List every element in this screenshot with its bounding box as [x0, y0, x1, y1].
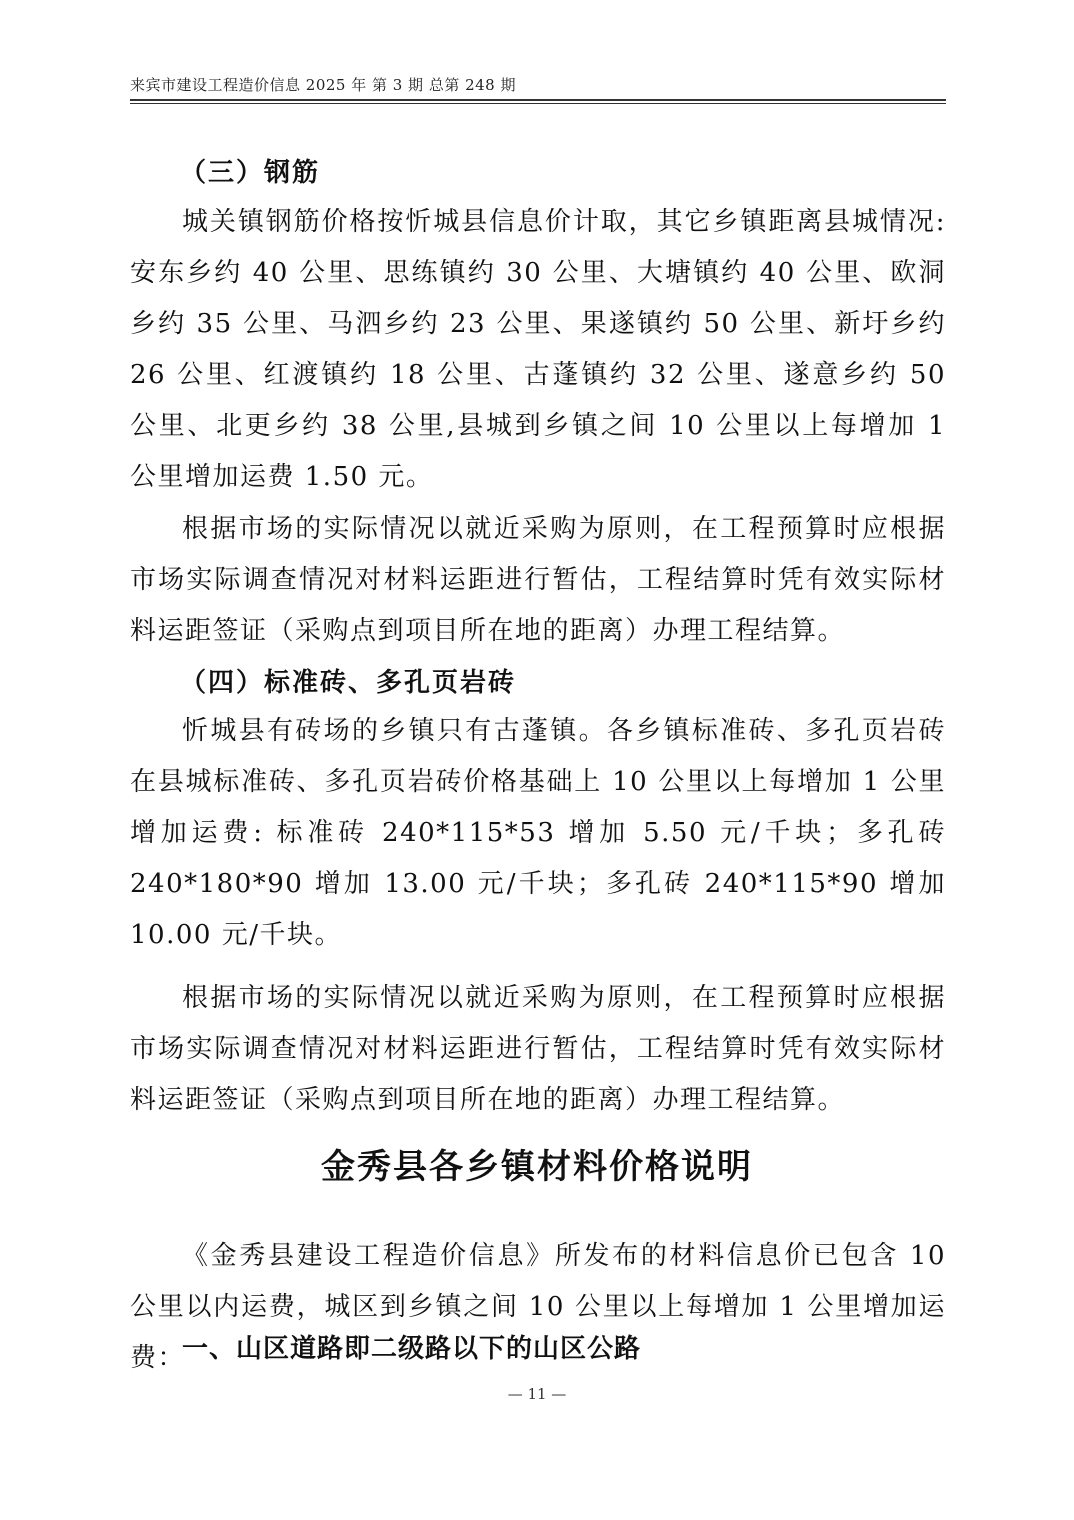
- jinxiu-title: 金秀县各乡镇材料价格说明: [321, 1147, 753, 1187]
- header-rule-thick: [130, 99, 946, 101]
- section-rebar-body: [130, 197, 946, 657]
- section-bricks-body: [130, 706, 946, 1126]
- section-heading-bricks: （四）标准砖、多孔页岩砖: [180, 668, 517, 698]
- page-number: — 11 —: [507, 1385, 567, 1403]
- section-heading-rebar: （三）钢筋: [180, 158, 321, 188]
- rebar-settlement-paragraph: 根据市场的实际情况以就近采购为原则，在工程预算时应根据市场实际调查情况对材料运距进行暂估，工程结算时凭有效实际材料运距签证（采购点到项目所在地的距离）办理工程结算。: [130, 514, 946, 646]
- mountain-road-heading: 一、山区道路即二级路以下的山区公路: [182, 1334, 642, 1364]
- running-header: 来宾市建设工程造价信息 2025 年 第 3 期 总第 248 期: [130, 76, 516, 94]
- bricks-settlement-paragraph: 根据市场的实际情况以就近采购为原则，在工程预算时应根据市场实际调查情况对材料运距进行暂估，工程结算时凭有效实际材料运距签证（采购点到项目所在地的距离）办理工程结算。: [130, 983, 946, 1115]
- jinxiu-intro-paragraph: 《金秀县建设工程造价信息》所发布的材料信息价已包含 10 公里以内运费，城区到乡镇之间 10 公里以上每增加 1 公里增加运费：: [130, 1241, 946, 1373]
- rebar-distance-paragraph: 城关镇钢筋价格按忻城县信息价计取，其它乡镇距离县城情况:安东乡约 40 公里、思练镇约 30 公里、大塘镇约 40 公里、欧洞乡约 35 公里、马泗乡约 23 公里、果遂镇约 50 公里、新圩乡约 26 公里、红渡镇约 18 公里、古蓬镇约 32 公里、遂意乡约 50 公里、北更乡约 38 公里,县城到乡镇之间 10 公里以上每增加 1 公里增加运费 1.50 元。: [130, 207, 946, 492]
- bricks-price-paragraph: 忻城县有砖场的乡镇只有古蓬镇。各乡镇标准砖、多孔页岩砖在县城标准砖、多孔页岩砖价格基础上 10 公里以上每增加 1 公里增加运费: 标准砖 240*115*53 增加 5.50 元/千块；多孔砖 240*180*90 增加 13.00 元/千块；多孔砖 240*115*90 增加 10.00 元/千块。: [130, 716, 946, 950]
- header-rule-thin: [130, 103, 946, 104]
